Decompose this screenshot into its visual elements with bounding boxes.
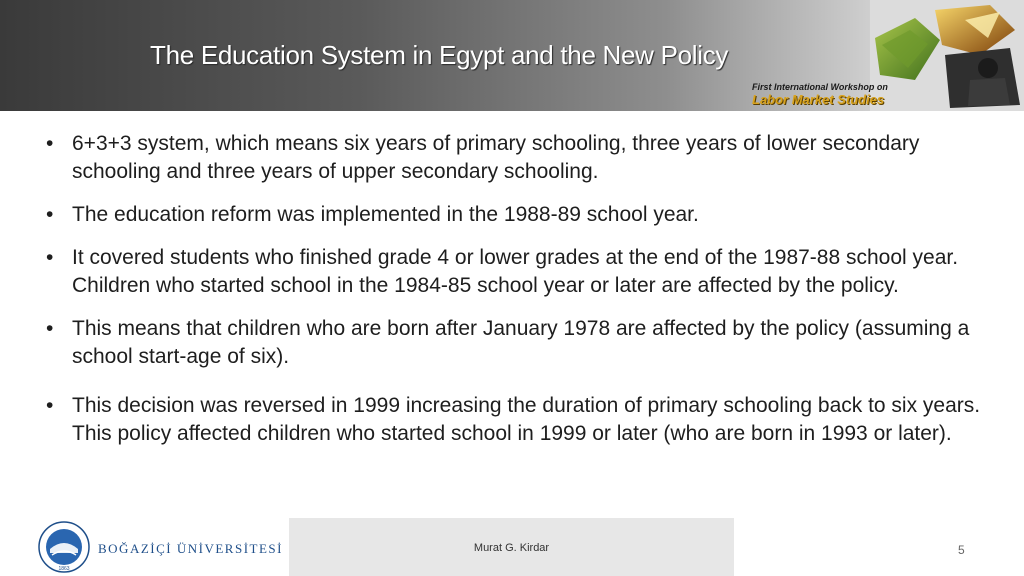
footer-bar bbox=[289, 518, 734, 576]
workshop-title-line: First International Workshop on bbox=[752, 82, 888, 92]
workshop-subtitle-line: Labor Market Studies bbox=[752, 92, 885, 107]
bullet-item: • It covered students who finished grade 4 or lower grades at the end of the 1987-88 school year. Children who started school in the 1984-85 school year or later are affected by the policy. bbox=[46, 244, 996, 300]
page-number: 5 bbox=[958, 543, 965, 557]
bullet-list bbox=[46, 130, 996, 448]
slide-header bbox=[0, 0, 1024, 111]
bullet-item: • The education reform was implemented in the 1988-89 school year. bbox=[46, 201, 996, 229]
bullet-item: • This decision was reversed in 1999 increasing the duration of primary schooling back to six years. This policy affected children who started school in 1999 or later (who are born in 1993 or later). bbox=[46, 392, 996, 448]
workshop-banner-image bbox=[870, 0, 1024, 111]
university-name: BOĞAZİÇİ ÜNİVERSİTESİ bbox=[98, 541, 283, 556]
bullet-item: • 6+3+3 system, which means six years of primary schooling, three years of lower secondary schooling and three years of upper secondary schooling. bbox=[46, 130, 996, 186]
bullet-item: • This means that children who are born after January 1978 are affected by the policy (assuming a school start-age of six). bbox=[46, 315, 996, 371]
slide-body bbox=[46, 130, 996, 448]
university-seal-icon bbox=[38, 521, 90, 573]
footer-author: Murat G. Kirdar bbox=[473, 542, 550, 554]
slide-title: The Education System in Egypt and the New Policy bbox=[150, 40, 729, 70]
seal-year: 1863 bbox=[58, 566, 70, 572]
